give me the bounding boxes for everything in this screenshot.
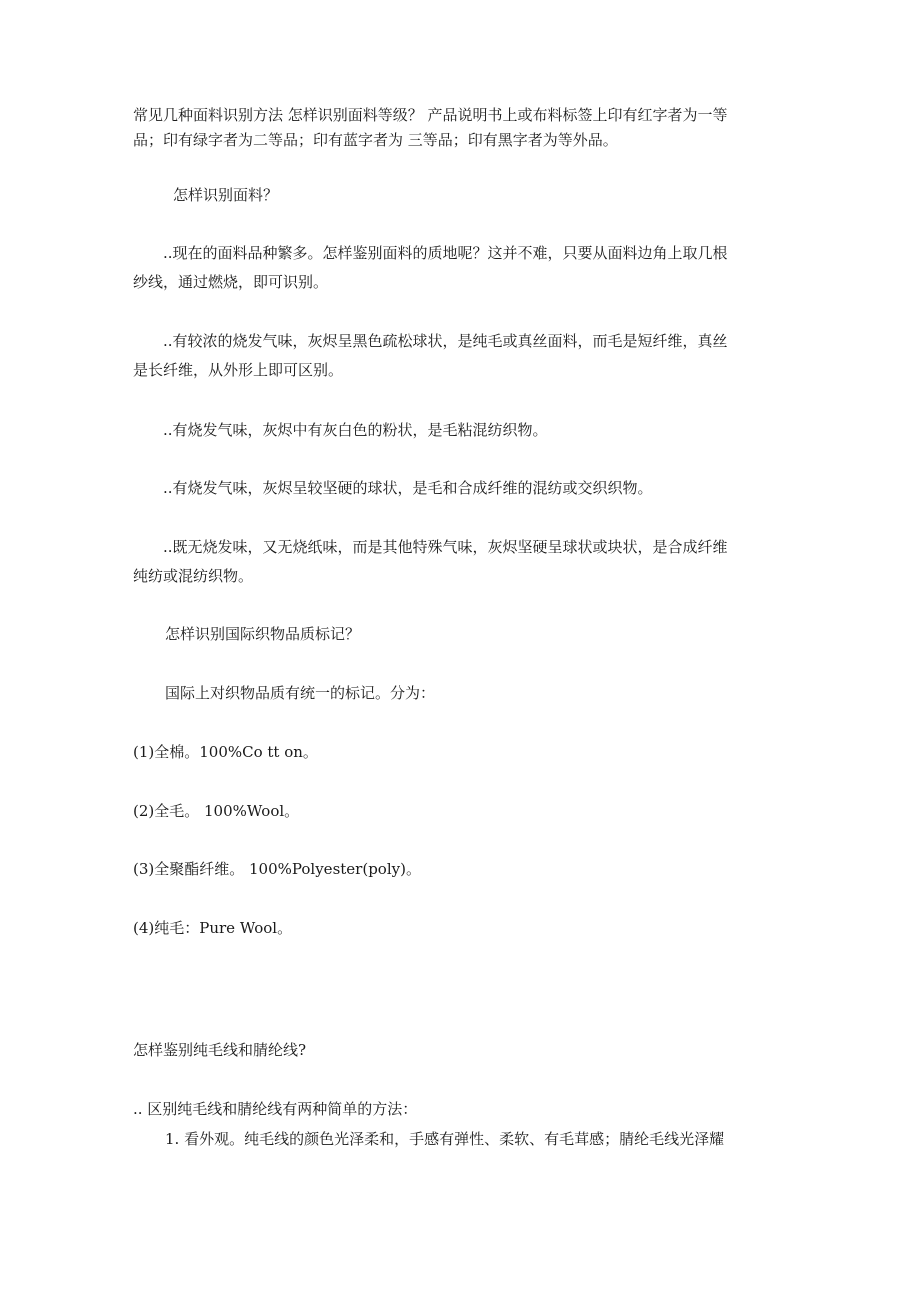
mark-item-2: (2)全毛。 100%Wool。 — [133, 802, 300, 820]
paragraph-5-line-2: 纯纺或混纺织物。 — [133, 567, 254, 585]
mark-item-1: (1)全棉。100%Co tt on。 — [133, 743, 318, 761]
yarn-point-1: 1. 看外观。纯毛线的颜色光泽柔和，手感有弹性、柔软、有毛茸感；腈纶毛线光泽耀 — [165, 1130, 725, 1148]
heading-identify-fabric: 怎样识别面料？ — [173, 186, 279, 204]
paragraph-2-line-2: 是长纤维，从外形上即可区别。 — [133, 361, 344, 379]
marks-intro: 国际上对织物品质有统一的标记。分为： — [165, 684, 436, 702]
paragraph-3: ..有烧发气味，灰烬中有灰白色的粉状，是毛粘混纺织物。 — [163, 421, 548, 439]
paragraph-4: ..有烧发气味，灰烬呈较坚硬的球状，是毛和合成纤维的混纺或交织织物。 — [163, 479, 653, 497]
paragraph-1-line-1: ..现在的面料品种繁多。怎样鉴别面料的质地呢？这并不难，只要从面料边角上取几根 — [163, 244, 728, 262]
paragraph-5-line-1: ..既无烧发味，又无烧纸味，而是其他特殊气味，灰烬坚硬呈球状或块状，是合成纤维 — [163, 538, 728, 556]
paragraph-2-line-1: ..有较浓的烧发气味，灰烬呈黑色疏松球状，是纯毛或真丝面料，而毛是短纤维，真丝 — [163, 332, 728, 350]
heading-quality-marks: 怎样识别国际织物品质标记？ — [165, 625, 361, 643]
paragraph-1-line-2: 纱线，通过燃烧，即可识别。 — [133, 273, 329, 291]
mark-item-3: (3)全聚酯纤维。 100%Polyester(poly)。 — [133, 860, 421, 878]
mark-item-4: (4)纯毛：Pure Wool。 — [133, 919, 293, 937]
heading-wool-vs-acrylic: 怎样鉴别纯毛线和腈纶线? — [133, 1041, 307, 1059]
yarn-intro: .. 区别纯毛线和腈纶线有两种简单的方法： — [133, 1100, 418, 1118]
intro-line-2: 品；印有绿字者为二等品；印有蓝字者为 三等品；印有黑字者为等外品。 — [133, 131, 618, 149]
intro-line-1: 常见几种面料识别方法 怎样识别面料等级？ 产品说明书上或布料标签上印有红字者为一等 — [133, 106, 728, 124]
